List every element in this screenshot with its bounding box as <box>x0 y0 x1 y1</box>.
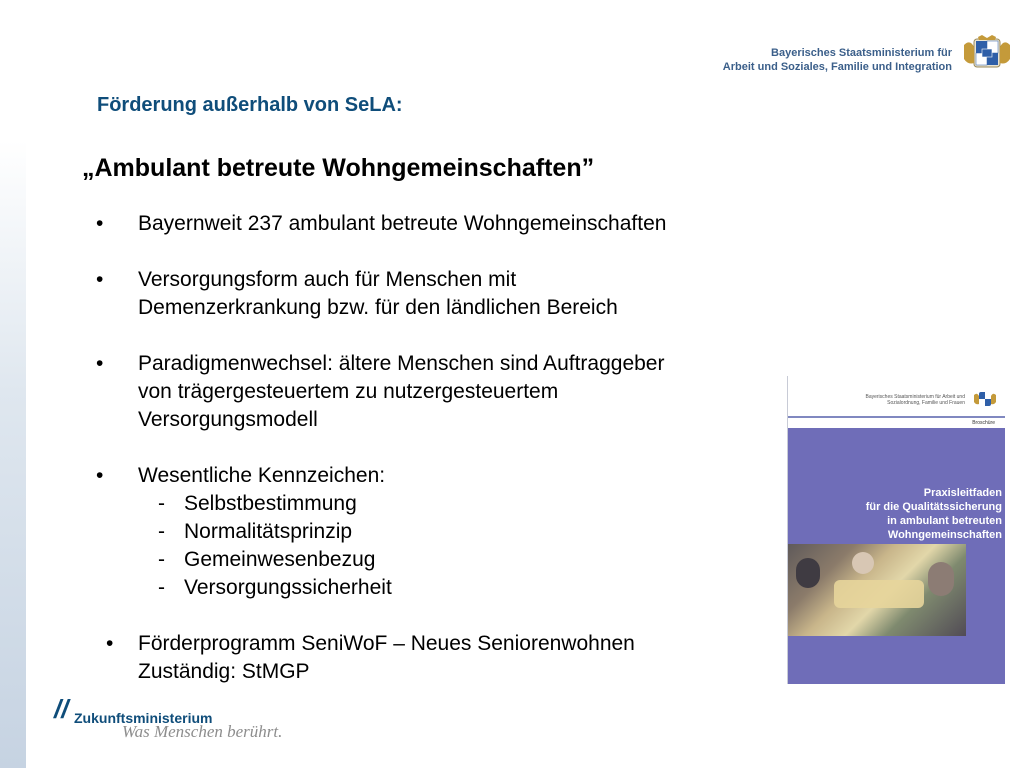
slide-title: „Ambulant betreute Wohngemeinschaften” <box>82 154 595 182</box>
sub-list-item <box>158 574 796 602</box>
bullet-text: Bayernweit 237 ambulant betreute Wohngemeinschaften <box>138 212 667 235</box>
bavarian-coat-of-arms-icon <box>973 390 997 408</box>
photo-table <box>834 580 924 608</box>
cover-publisher: Bayerisches Staatsministerium für Arbeit und Sozialordnung, Familie und Frauen <box>865 394 965 406</box>
ministry-name-line1: Bayerisches Staatsministerium für <box>771 47 952 59</box>
cover-title-line: Wohngemeinschaften <box>887 529 1002 541</box>
logo-tagline: Was Menschen berührt. <box>122 722 283 741</box>
sub-list-item <box>158 490 796 518</box>
bullet-text: Versorgungsform auch für Menschen mit <box>138 268 517 291</box>
ministry-name <box>723 46 952 74</box>
photo-person <box>852 552 874 574</box>
sub-list-item <box>158 518 796 546</box>
sub-text: Selbstbestimmung <box>184 492 357 515</box>
sub-dash: - <box>158 520 165 543</box>
bullet-text: Förderprogramm SeniWoF – Neues Seniorenwohnen <box>138 632 635 655</box>
bullet-item <box>96 462 796 602</box>
cover-title-line: Praxisleitfaden <box>923 487 1002 499</box>
left-edge-gradient <box>0 140 26 768</box>
cover-title-line: für die Qualitätssicherung <box>865 501 1002 513</box>
section-heading: Förderung außerhalb von SeLA: <box>97 94 403 116</box>
bullet-text: von trägergesteuertem zu nutzergesteuertem <box>138 380 559 403</box>
sub-text: Normalitätsprinzip <box>184 520 353 543</box>
bullet-dot: • <box>106 632 114 655</box>
logo-slashes-icon: // <box>54 694 69 724</box>
logo-name: Zukunftsministerium <box>74 710 213 726</box>
bavarian-coat-of-arms-icon <box>962 35 1012 69</box>
bullet-text: Versorgungsmodell <box>138 408 318 431</box>
sub-list <box>138 490 796 602</box>
sub-text: Gemeinwesenbezug <box>184 548 376 571</box>
bullet-text: Paradigmenwechsel: ältere Menschen sind Auftraggeber <box>138 352 665 375</box>
cover-photo <box>788 544 966 636</box>
sub-dash: - <box>158 576 165 599</box>
sub-text: Versorgungssicherheit <box>184 576 392 599</box>
bullet-dot: • <box>96 464 104 487</box>
cover-rule <box>788 416 1005 418</box>
bullet-item <box>96 210 796 238</box>
bullet-item <box>106 630 796 686</box>
ministry-name-line2: Arbeit und Soziales, Familie und Integration <box>722 61 952 73</box>
sub-list-item <box>158 546 796 574</box>
sub-dash: - <box>158 492 165 515</box>
cover-series-label: Broschüre <box>972 420 995 426</box>
bullet-dot: • <box>96 212 104 235</box>
bullet-text: Demenzerkrankung bzw. für den ländlichen Bereich <box>138 296 618 319</box>
bullet-list <box>96 210 796 686</box>
bullet-item <box>96 266 796 322</box>
cover-title <box>832 486 1002 542</box>
bullet-text: Wesentliche Kennzeichen: <box>138 464 386 487</box>
bullet-text: Zuständig: StMGP <box>138 660 310 683</box>
bullet-dot: • <box>96 352 104 375</box>
bullet-item <box>96 350 796 434</box>
brochure-cover-image <box>787 376 1005 684</box>
photo-person <box>796 558 820 588</box>
photo-person <box>928 562 954 596</box>
cover-title-line: in ambulant betreuten <box>887 515 1002 527</box>
sub-dash: - <box>158 548 165 571</box>
bullet-dot: • <box>96 268 104 291</box>
